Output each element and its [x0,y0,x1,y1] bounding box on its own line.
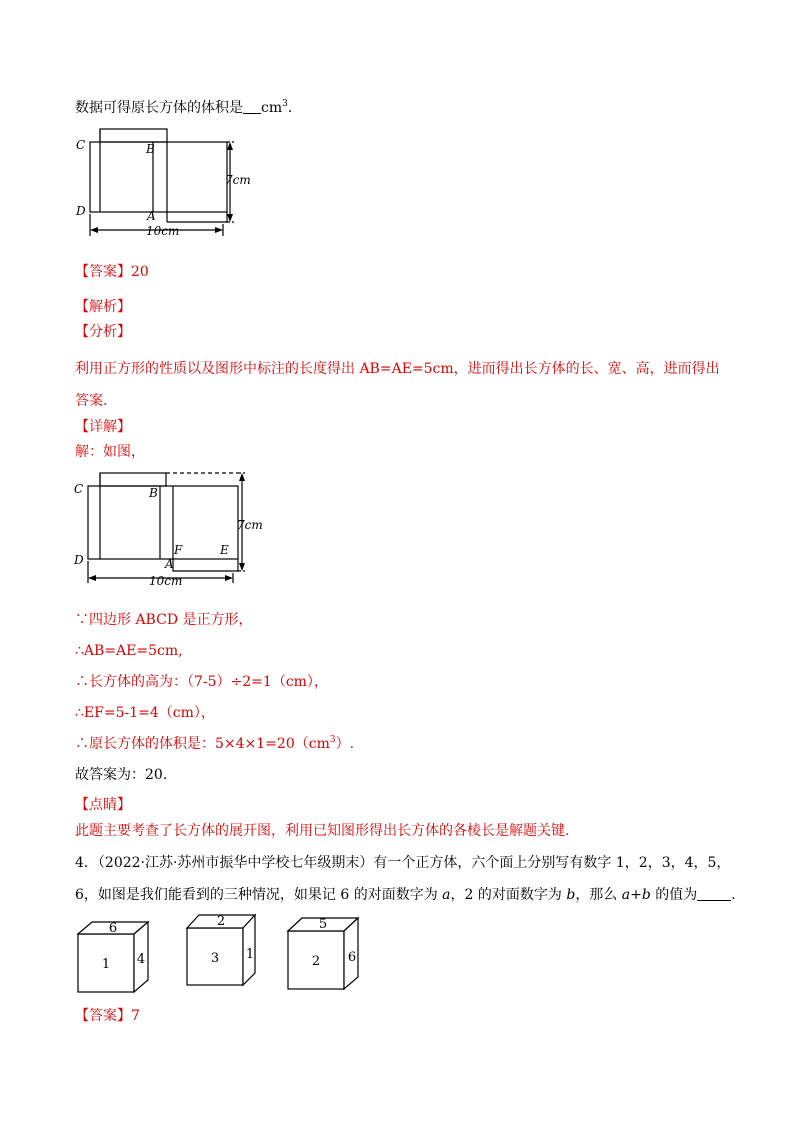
fig1-outer-rect [90,142,227,212]
fig2-label-height: 7cm [237,518,263,532]
cubes-figure [70,912,370,1000]
fig2-top-flap [100,473,166,486]
fig1-top-flap [100,129,167,142]
fig1-label-c: C [76,138,86,152]
figure-net-1 [70,122,270,240]
analysis-tag: 【解析】 [75,299,131,315]
fig2-label-d: D [74,553,84,567]
answer-blank [243,99,261,114]
cube-3-right: 6 [347,950,357,965]
step-5-sup: 3 [329,735,336,745]
q3-stem [75,98,292,118]
fig2-label-e: E [220,543,229,557]
answer-tag: 【答案】 [75,1008,131,1024]
step-5-text: ∴原长方体的体积是：5×4×1=20（cm [75,736,330,752]
q3-stem-end: . [287,100,293,116]
fig1-label-b: B [146,142,155,156]
cube-1-right: 4 [136,952,146,967]
q4-var-b: b [566,887,576,903]
answer-blank [697,886,731,901]
answer-value: 7 [131,1008,140,1024]
cube-3-top: 5 [318,917,328,932]
q4-text-end: . [731,887,736,903]
dianjing-text: 此题主要考查了长方体的展开图，利用已知图形得出长方体的各棱长是解题关键. [75,823,570,839]
step-5-end: ）. [335,736,355,752]
fig2-outer-rect [88,486,238,559]
fig1-label-a: A [147,209,156,223]
q3-stem-unit: cm [261,100,283,116]
cube-1-top: 6 [108,921,118,936]
answer-tag: 【答案】 [75,264,131,280]
detail-intro: 解：如图， [75,444,145,460]
fig1-label-width: 10cm [146,224,180,238]
q4-text-d: 的值为 [650,887,698,903]
step-3: ∴长方体的高为：（7-5）÷2=1（cm）， [75,674,328,690]
detail-tag: 【详解】 [75,419,131,435]
final-answer: 故答案为：20. [75,767,168,783]
fig2-label-width: 10cm [149,574,183,588]
q4-var-ab: a+b [621,887,651,903]
cube-2-right: 1 [245,947,255,962]
q4-text-c: ，那么 [575,887,622,903]
fenxi-tag: 【分析】 [75,324,131,340]
cube-1-front: 1 [101,957,111,972]
fig1-label-height: 7cm [225,173,251,187]
fig2-label-b: B [149,486,158,500]
q3-answer [75,262,149,282]
cube-3-front: 2 [311,954,321,969]
step-1: ∵四边形 ABCD 是正方形， [75,612,253,628]
cube-2-top: 2 [216,914,226,929]
fig1-label-d: D [76,204,86,218]
q4-text-b: ，2 的对面数字为 [450,887,567,903]
fig2-label-a: A [165,557,174,571]
step-4: ∴EF=5-1=4（cm）， [75,705,215,721]
q3-stem-text: 数据可得原长方体的体积是 [75,100,243,116]
step-5 [75,734,354,754]
dianjing-tag: 【点睛】 [75,797,131,813]
figure-net-2 [70,466,270,588]
q4-var-a: a [442,887,451,903]
q4-stem-line2 [75,885,736,905]
q3-stem-sup: 3 [282,99,288,109]
step-2: ∴AB=AE=5cm, [75,643,183,659]
answer-value: 20 [131,264,149,280]
q4-stem-line1: 4．（2022·江苏·苏州市振华中学校七年级期末）有一个正方体，六个面上分别写有数字 1，2，3，4，5， [75,855,731,871]
q4-answer [75,1006,140,1026]
fig2-label-f: F [174,543,183,557]
fig2-label-c: C [74,482,84,496]
fenxi-text: 利用正方形的性质以及图形中标注的长度得出 AB=AE=5cm，进而得出长方体的长、宽、高，进而得出答案. [75,361,720,409]
cube-2-front: 3 [210,951,220,966]
q4-text-a: 6，如图是我们能看到的三种情况，如果记 6 的对面数字为 [75,887,443,903]
